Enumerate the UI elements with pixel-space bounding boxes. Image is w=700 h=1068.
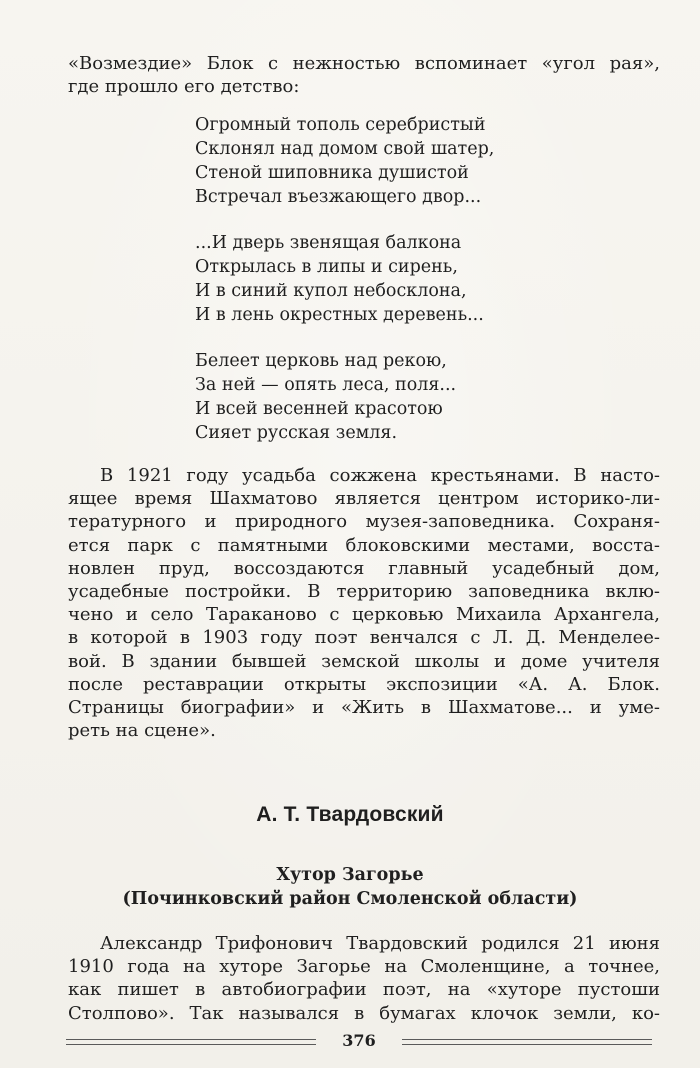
page-footer [66,1030,652,1052]
poem-line: Белеет церковь над рекою, [195,351,447,371]
poem-stanza [195,231,615,327]
paragraph-line: ется парк с памятными блоковскими местами, восста- [68,534,660,556]
poem-stanza [195,349,615,445]
paragraph-line: Страницы биографии» и «Жить в Шахматове... и уме- [68,697,660,719]
paragraph-line: 1910 года на хуторе Загорье на Смоленщине, а точнее, [68,956,660,978]
paragraph-line: как пишет в автобиографии поэт, на «хуторе пустоши [68,979,660,1001]
paragraph-line: в которой в 1903 году поэт венчался с Л. Д. Менделее- [68,627,660,649]
page-number: 376 [342,1031,376,1050]
poem-line: ...И дверь звенящая балкона [195,233,462,253]
poem-line: Сияет русская земля. [195,423,398,443]
poem-line: За ней — опять леса, поля... [195,375,457,395]
poem [195,113,615,467]
paragraph-line: после реставрации открыты экспозиции «А. А. Блок. [68,673,660,695]
poem-line: Открылась в липы и сирень, [195,257,458,277]
poem-line: И в лень окрестных деревень... [195,305,484,325]
paragraph-line: усадебные постройки. В территорию заповедника вклю- [68,581,660,603]
poem-line: И всей весенней красотою [195,399,443,419]
paragraph-line: чено и село Тараканово с церковью Михаила Архангела, [68,604,660,626]
paragraph-line: новлен пруд, воссоздаются главный усадебный дом, [68,557,660,579]
paragraph-line: В 1921 году усадьба сожжена крестьянами. В насто- [100,465,660,486]
intro-line: где прошло его детство: [68,76,300,98]
poem-line: Стеной шиповника душистой [195,163,469,183]
section-heading: А. Т. Твардовский [256,803,444,826]
section-subheading-location: (Починковский район Смоленской области) [122,889,578,909]
paragraph-line: реть на сцене». [68,720,216,742]
poem-line: Огромный тополь серебристый [195,115,486,135]
paragraph-tvardovsky [68,932,660,1025]
poem-line: Встречал въезжающего двор... [195,187,482,207]
footer-rule-right [402,1039,652,1045]
poem-line: Склонял над домом свой шатер, [195,139,495,159]
paragraph-line: вой. В здании бывшей земской школы и доме учителя [68,650,660,672]
paragraph-line: тературного и природного музея-заповедника. Сохраня- [68,511,660,533]
poem-stanza [195,113,615,209]
intro-text [68,52,660,98]
paragraph-shakhmatovo [68,464,660,742]
paragraph-line: Александр Трифонович Твардовский родился 21 июня [100,933,660,954]
intro-line: «Возмездие» Блок с нежностью вспоминает «угол рая», [68,53,660,74]
paragraph-line: Столпово». Так назывался в бумагах клочок земли, ко- [68,1002,660,1024]
poem-line: И в синий купол небосклона, [195,281,467,301]
section-subheading: Хутор Загорье [276,865,424,885]
paragraph-line: ящее время Шахматово является центром историко-ли- [68,488,660,510]
